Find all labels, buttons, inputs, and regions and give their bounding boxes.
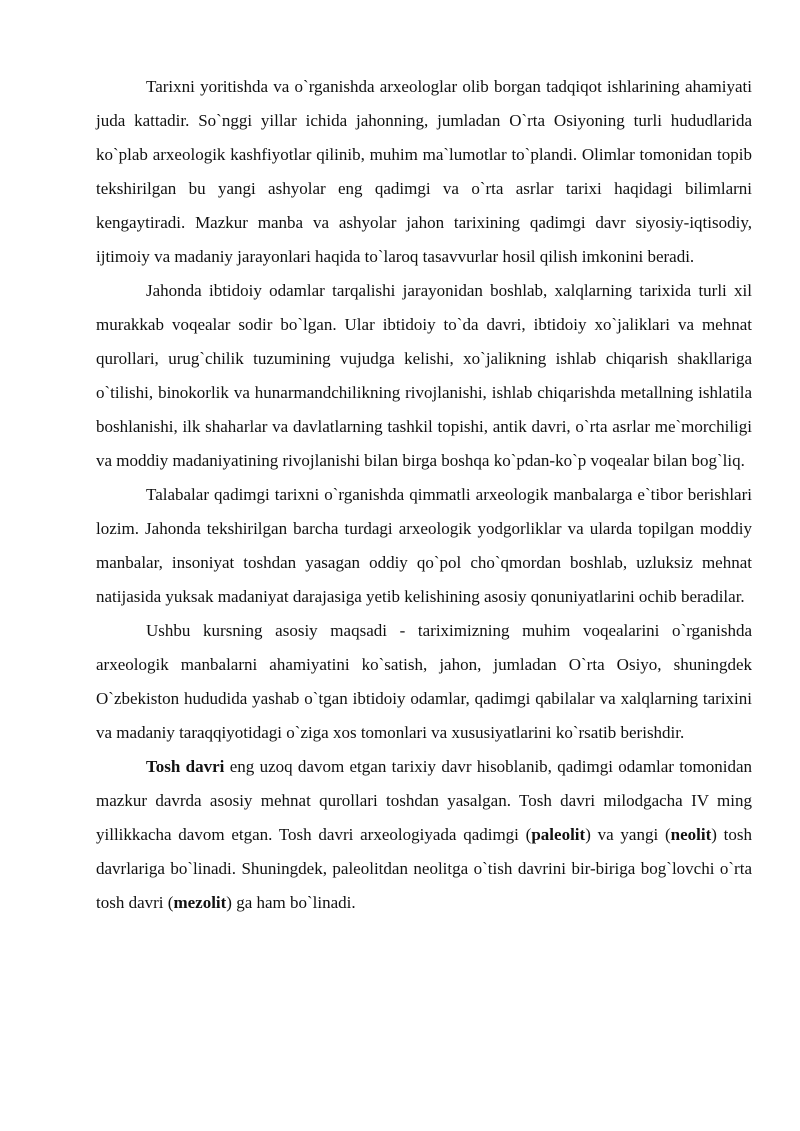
paragraph-students: Talabalar qadimgi tarixni o`rganishda qimmatli arxeologik manbalarga e`tibor berishlari lozim. Jahonda tekshirilgan barcha turdagi arxeologik yodgorliklar va ularda topilgan moddiy manbalar, insoniyat toshdan yasagan oddiy qo`pol cho`qmordan boshlab, uzluksiz mehnat natijasida yuksak madaniyat darajasiga yetib kelishining asosiy qonuniyatlarini ochib beradilar. — [96, 485, 752, 606]
paragraph-intro: Tarixni yoritishda va o`rganishda arxeologlar olib borgan tadqiqot ishlarining ahamiyati juda kattadir. So`nggi yillar ichida jahonning, jumladan O`rta Osiyoning turli hududlarida ko`plab arxeologik kashfiyotlar qilinib, muhim ma`lumotlar to`plandi. Olimlar tomonidan topib tekshirilgan bu yangi ashyolar eng qadimgi va o`rta asrlar tarixi haqidagi bilimlarni kengaytiradi. Mazkur manba va ashyolar jahon tarixining qadimgi davr siyosiy-iqtisodiy, ijtimoiy va madaniy jarayonlari haqida to`laroq tasavvurlar hosil qilish imkonini beradi. — [96, 77, 752, 266]
term-mezolit: mezolit — [173, 893, 227, 912]
text-segment: ) va yangi ( — [585, 825, 671, 844]
text-segment: eng uzoq davom etgan tarixiy davr hisoblanib, qadimgi odamlar tomonidan mazkur davrda asosiy mehnat qurollari toshdan yasalgan. Tosh davri milodgacha IV ming yillikkacha davom etgan. Tosh davri arxeologiyada qadimgi ( — [96, 757, 752, 844]
paragraph-stone-age — [96, 750, 752, 920]
term-neolit: neolit — [670, 825, 712, 844]
term-tosh-davri: Tosh davri — [146, 757, 225, 776]
text-segment: ) ga ham bo`linadi. — [226, 893, 356, 912]
text-segment: ) tosh davrlariga bo`linadi. Shuningdek, paleolitdan neolitga o`tish davrini bir-biriga bog`lovchi o`rta tosh davri ( — [96, 825, 753, 912]
term-paleolit: paleolit — [531, 825, 586, 844]
document-page — [96, 70, 752, 920]
paragraph-events: Jahonda ibtidoiy odamlar tarqalishi jarayonidan boshlab, xalqlarning tarixida turli xil murakkab voqealar sodir bo`lgan. Ular ibtidoiy to`da davri, ibtidoiy xo`jaliklari va mehnat qurollari, urug`chilik tuzumining vujudga kelishi, xo`jalikning ishlab chiqarish shakllariga o`tilishi, binokorlik va hunarmandchilikning rivojlanishi, ishlab chiqarishda metallning ishlatila boshlanishi, ilk shaharlar va davlatlarning tashkil topishi, antik davri, o`rta asrlar me`morchiligi va moddiy madaniyatining rivojlanishi bilan birga boshqa ko`pdan-ko`p voqealar bilan bog`liq. — [96, 281, 752, 470]
paragraph-course-goal: Ushbu kursning asosiy maqsadi - tariximizning muhim voqealarini o`rganishda arxeologik manbalarni ahamiyatini ko`satish, jahon, jumladan O`rta Osiyo, shuningdek O`zbekiston hududida yashab o`tgan ibtidoiy odamlar, qadimgi qabilalar va xalqlarning tarixini va madaniy taraqqiyotidagi o`ziga xos tomonlari va xususiyatlarini ko`rsatib berishdir. — [96, 621, 752, 742]
